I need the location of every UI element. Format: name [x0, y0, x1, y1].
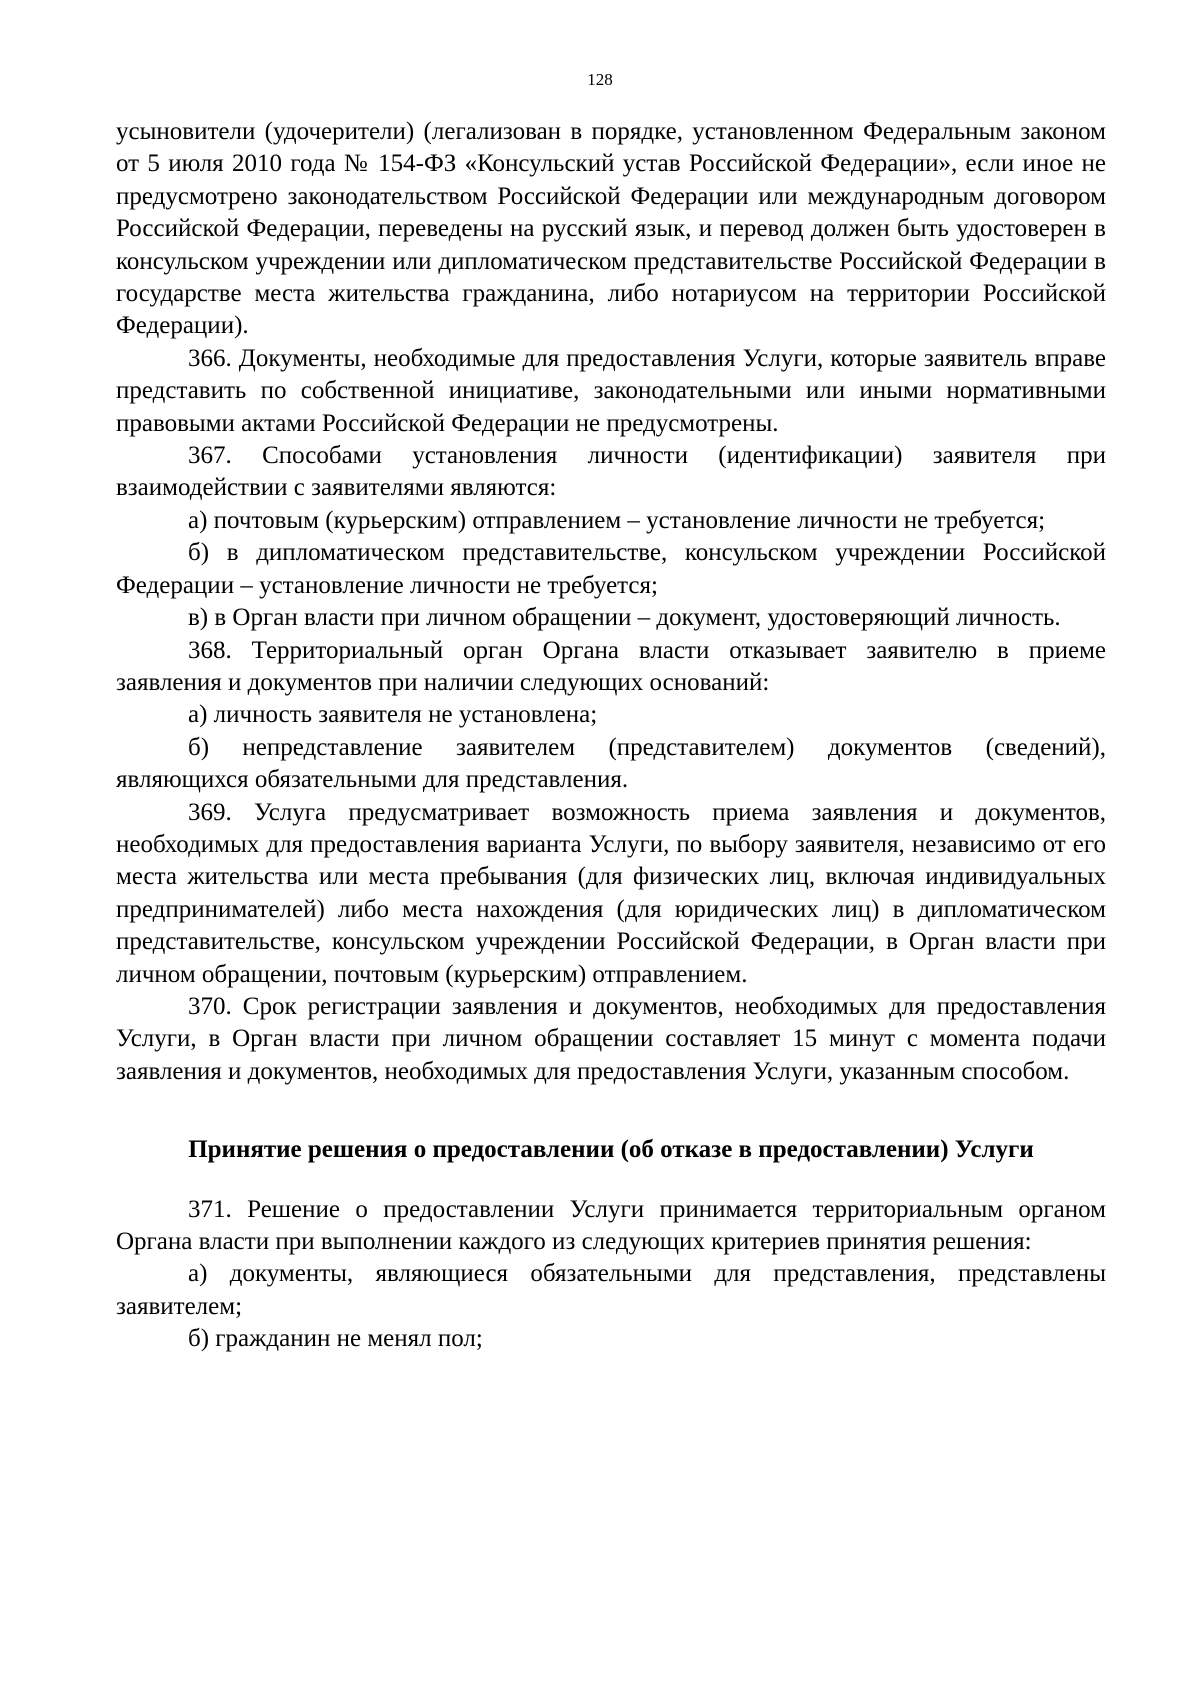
paragraph-371-item-a: а) документы, являющиеся обязательными для представления, представлены заявителем; [116, 1260, 1106, 1320]
paragraph-371: 371. Решение о предоставлении Услуги принимается территориальным органом Органа власти при выполнении каждого из следующих критериев принятия решения: [116, 1195, 1106, 1255]
page-number: 128 [587, 70, 613, 89]
paragraph-367-item-c: в) в Орган власти при личном обращении – документ, удостоверяющий личность. [188, 604, 1061, 632]
document-body [116, 116, 1106, 1356]
paragraph-366: 366. Документы, необходимые для предоставления Услуги, которые заявитель вправе представить по собственной инициативе, законодательными или иными нормативными правовыми актами Российской Федерации не предусмотрены. [116, 344, 1106, 437]
section-heading: Принятие решения о предоставлении (об отказе в предоставлении) Услуги [188, 1136, 1034, 1164]
paragraph-367-item-a: а) почтовым (курьерским) отправлением – установление личности не требуется; [188, 506, 1046, 534]
paragraph-369: 369. Услуга предусматривает возможность приема заявления и документов, необходимых для предоставления варианта Услуги, по выбору заявителя, независимо от его места жительства или места пребывания (для физических лиц, включая индивидуальных предпринимателей) либо места нахождения (для юридических лиц) в дипломатическом представительстве, консульском учреждении Российской Федерации, в Орган власти при личном обращении, почтовым (курьерским) отправлением. [116, 798, 1106, 988]
paragraph-367-item-b: б) в дипломатическом представительстве, консульском учреждении Российской Федерации – установление личности не требуется; [116, 539, 1106, 599]
paragraph-367: 367. Способами установления личности (идентификации) заявителя при взаимодействии с заявителями являются: [116, 442, 1106, 502]
paragraph-368: 368. Территориальный орган Органа власти отказывает заявителю в приеме заявления и документов при наличии следующих оснований: [116, 636, 1106, 696]
paragraph-370: 370. Срок регистрации заявления и документов, необходимых для предоставления Услуги, в Орган власти при личном обращении составляет 15 минут с момента подачи заявления и документов, необходимых для предоставления Услуги, указанным способом. [116, 992, 1106, 1085]
paragraph-371-item-b: б) гражданин не менял пол; [188, 1325, 483, 1353]
paragraph-368-item-b: б) непредставление заявителем (представителем) документов (сведений), являющихся обязательными для представления. [116, 733, 1106, 794]
paragraph-continuation: усыновители (удочерители) (легализован в порядке, установленном Федеральным законом от 5 июля 2010 года № 154-ФЗ «Консульский устав Российской Федерации», если иное не предусмотрено законодательством Российской Федерации или международным договором Российской Федерации, переведены на русский язык, и перевод должен быть удостоверен в консульском учреждении или дипломатическом представительстве Российской Федерации в государстве места жительства гражданина, либо нотариусом на территории Российской Федерации). [116, 118, 1106, 340]
paragraph-368-item-a: а) личность заявителя не установлена; [188, 701, 598, 729]
